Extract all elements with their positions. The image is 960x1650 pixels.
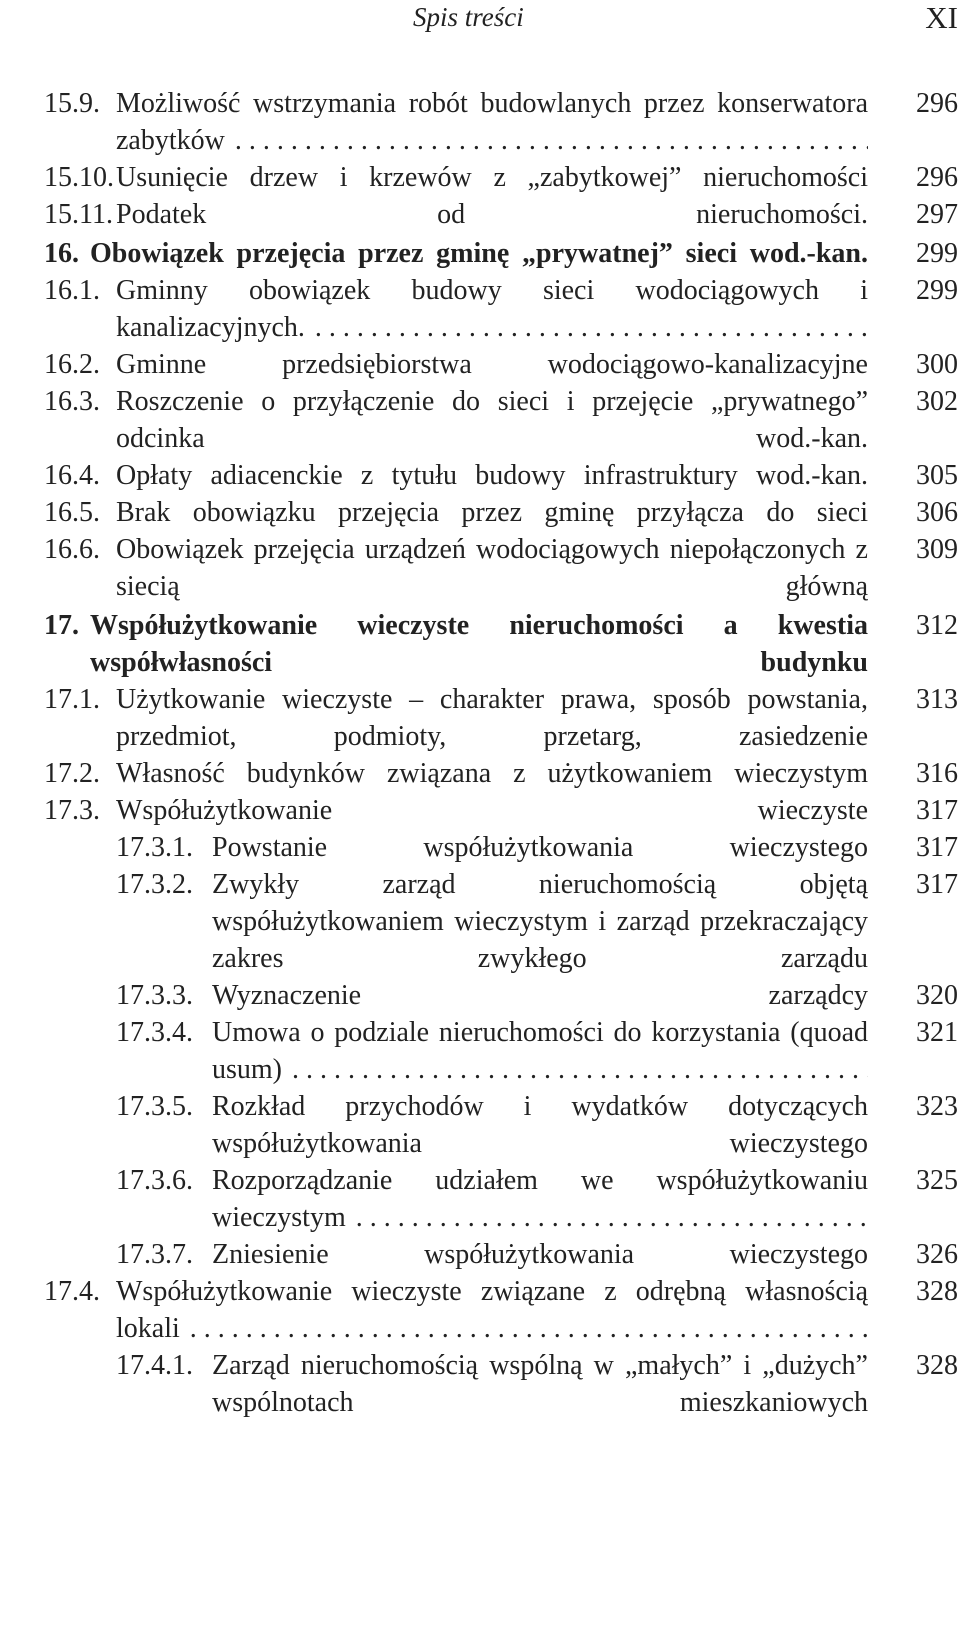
toc-entry-title: Współużytkowanie wieczyste związane z odrębną własnością lokali . . .: [116, 1273, 868, 1347]
toc-entry-title: Własność budynków związana z użytkowaniem wieczystym . . .: [116, 755, 868, 792]
toc-entry-page: 299: [916, 238, 958, 269]
toc-entry-title: Zwykły zarząd nieruchomością objętą współużytkowaniem wieczystym i zarząd przekraczający zakres zwykłego zarządu . . .: [212, 866, 868, 977]
toc-entry-title: Podatek od nieruchomości. . . .: [116, 196, 868, 233]
toc-entry-number: 17.3.4.: [116, 1017, 193, 1048]
table-of-contents: [44, 85, 958, 1421]
toc-entry-title: Obowiązek przejęcia przez gminę „prywatnej” sieci wod.-kan. . . .: [90, 235, 868, 272]
toc-entry: [44, 681, 958, 755]
toc-entry-page: 296: [916, 88, 958, 119]
toc-entry-page: 328: [916, 1350, 958, 1381]
toc-entry-number: 17.1.: [44, 684, 100, 715]
toc-entry-title: Brak obowiązku przejęcia przez gminę przyłącza do sieci . . .: [116, 494, 868, 531]
toc-entry-number: 16.2.: [44, 349, 100, 380]
toc-entry: [44, 755, 958, 792]
toc-entry-number: 17.3.6.: [116, 1165, 193, 1196]
page-number: XI: [925, 0, 958, 35]
toc-entry-number: 15.10.: [44, 162, 114, 193]
toc-entry-number: 16.5.: [44, 497, 100, 528]
toc-entry: [44, 1014, 958, 1088]
toc-entry-number: 16.: [44, 238, 79, 269]
toc-entry-title: Współużytkowanie wieczyste . . .: [116, 792, 868, 829]
toc-entry-page: 321: [916, 1017, 958, 1048]
toc-entry-page: 320: [916, 980, 958, 1011]
toc-entry-title: Gminne przedsiębiorstwa wodociągowo-kanalizacyjne . . .: [116, 346, 868, 383]
toc-entry-title: Użytkowanie wieczyste – charakter prawa, sposób powstania, przedmiot, podmioty, przetarg, zasiedzenie . . .: [116, 681, 868, 755]
toc-entry: [44, 494, 958, 531]
toc-entry-number: 17.4.1.: [116, 1350, 193, 1381]
toc-entry: [44, 85, 958, 159]
toc-entry-title: Gminny obowiązek budowy sieci wodociągowych i kanalizacyjnych. . . .: [116, 272, 868, 346]
toc-entry-title: Usunięcie drzew i krzewów z „zabytkowej” nieruchomości . . .: [116, 159, 868, 196]
toc-entry-page: 299: [916, 275, 958, 306]
toc-entry: [44, 235, 958, 272]
toc-entry: [44, 977, 958, 1014]
toc-entry-title: Opłaty adiacenckie z tytułu budowy infrastruktury wod.-kan. . . .: [116, 457, 868, 494]
toc-entry-page: 300: [916, 349, 958, 380]
toc-entry-number: 16.1.: [44, 275, 100, 306]
toc-entry-page: 317: [916, 795, 958, 826]
toc-entry: [44, 866, 958, 977]
toc-entry-number: 16.3.: [44, 386, 100, 417]
toc-entry-number: 15.9.: [44, 88, 100, 119]
toc-entry: [44, 1162, 958, 1236]
running-head-title: Spis treści: [413, 2, 524, 32]
toc-entry-number: 17.3.1.: [116, 832, 193, 863]
toc-entry: [44, 346, 958, 383]
toc-entry-number: 17.3.2.: [116, 869, 193, 900]
toc-entry: [44, 1236, 958, 1273]
toc-entry-page: 325: [916, 1165, 958, 1196]
toc-entry-title: Zarząd nieruchomością wspólną w „małych” i „dużych” wspólnotach mieszkaniowych . . .: [212, 1347, 868, 1421]
toc-entry-title: Rozporządzanie udziałem we współużytkowaniu wieczystym . . .: [212, 1162, 868, 1236]
toc-entry-page: 317: [916, 832, 958, 863]
toc-entry-number: 17.3.7.: [116, 1239, 193, 1270]
toc-entry-title: Obowiązek przejęcia urządzeń wodociągowych niepołączonych z siecią główną . . .: [116, 531, 868, 605]
toc-entry-page: 305: [916, 460, 958, 491]
toc-entry-page: 296: [916, 162, 958, 193]
toc-entry-number: 15.11.: [44, 199, 113, 230]
toc-entry-title: Umowa o podziale nieruchomości do korzystania (quoad usum) . . .: [212, 1014, 868, 1088]
toc-entry-title: Powstanie współużytkowania wieczystego . . .: [212, 829, 868, 866]
toc-entry-title: Zniesienie współużytkowania wieczystego . . .: [212, 1236, 868, 1273]
toc-entry: [44, 792, 958, 829]
toc-entry: [44, 829, 958, 866]
toc-entry-page: 312: [916, 610, 958, 641]
toc-entry-title: Wyznaczenie zarządcy . . .: [212, 977, 868, 1014]
toc-entry-page: 328: [916, 1276, 958, 1307]
toc-entry: [44, 159, 958, 196]
toc-entry: [44, 607, 958, 681]
toc-entry-page: 317: [916, 869, 958, 900]
toc-entry: [44, 1273, 958, 1347]
toc-entry-page: 297: [916, 199, 958, 230]
toc-entry: [44, 196, 958, 233]
toc-entry-page: 306: [916, 497, 958, 528]
toc-entry: [44, 1088, 958, 1162]
toc-entry: [44, 383, 958, 457]
toc-entry: [44, 457, 958, 494]
running-head: [0, 0, 960, 38]
toc-entry-title: Możliwość wstrzymania robót budowlanych przez konserwatora zabytków . . .: [116, 85, 868, 159]
toc-entry-page: 316: [916, 758, 958, 789]
toc-entry-number: 17.3.3.: [116, 980, 193, 1011]
toc-entry-page: 326: [916, 1239, 958, 1270]
toc-entry-page: 302: [916, 386, 958, 417]
toc-entry: [44, 531, 958, 605]
toc-entry: [44, 1347, 958, 1421]
toc-entry-page: 309: [916, 534, 958, 565]
toc-entry-number: 17.3.5.: [116, 1091, 193, 1122]
toc-entry: [44, 272, 958, 346]
toc-entry-page: 323: [916, 1091, 958, 1122]
toc-entry-title: Rozkład przychodów i wydatków dotyczących współużytkowania wieczystego . . .: [212, 1088, 868, 1162]
toc-entry-page: 313: [916, 684, 958, 715]
toc-entry-number: 17.4.: [44, 1276, 100, 1307]
toc-entry-title: Roszczenie o przyłączenie do sieci i przejęcie „prywatnego” odcinka wod.-kan. . . .: [116, 383, 868, 457]
toc-entry-title: Współużytkowanie wieczyste nieruchomości a kwestia współwłasności budynku . . .: [90, 607, 868, 681]
toc-entry-number: 17.: [44, 610, 79, 641]
toc-entry-number: 17.3.: [44, 795, 100, 826]
toc-entry-number: 16.6.: [44, 534, 100, 565]
toc-entry-number: 17.2.: [44, 758, 100, 789]
toc-entry-number: 16.4.: [44, 460, 100, 491]
